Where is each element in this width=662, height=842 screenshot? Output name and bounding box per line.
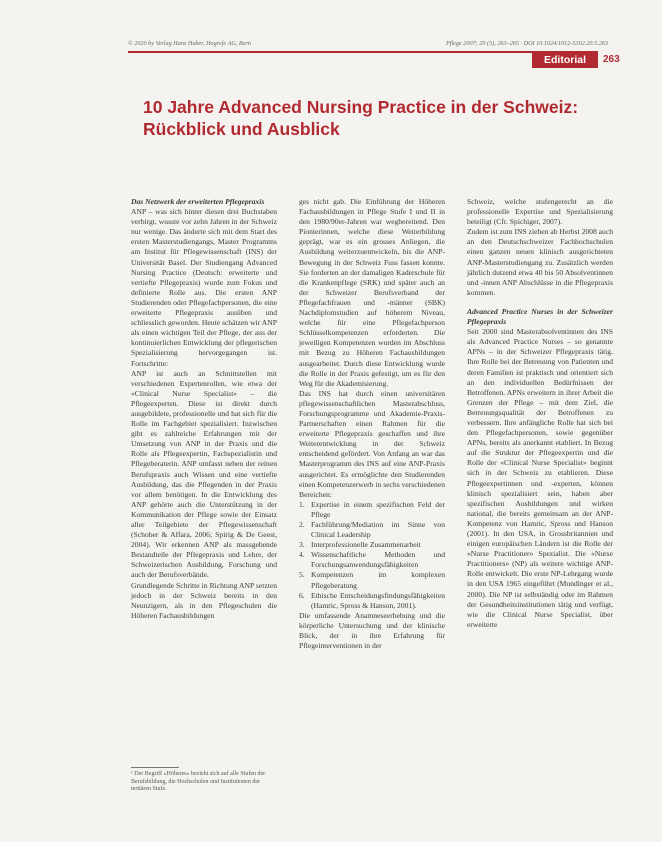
list-item [299,540,445,550]
running-head [128,40,608,47]
body-paragraph: Grundlegende Schritte in Richtung ANP setzten jedoch in der Schweiz bereits in den Neunzigern, als in den Pflegeschulen die Höheren Fachausbildungen [131,580,277,620]
body-paragraph: Die umfassende Anamneseerhebung und die körperliche Untersuchung und der klinische Blick, der in ihre Erfahrung für Pflegeinterventionen in der [299,610,445,651]
text-column-1 [131,197,277,621]
list-item-number: 3. [299,540,305,550]
text-column-2 [299,197,445,651]
section-rule [128,51,532,53]
list-item [299,520,445,540]
article-title: 10 Jahre Advanced Nursing Practice in der Schweiz: Rückblick und Ausblick [143,97,579,139]
list-item-text: Kompetenzen im komplexen Pflegeberatung [311,570,445,590]
footnote-rule [131,767,179,768]
list-item-text: Interprofessionelle Zusammenarbeit [311,540,421,550]
body-paragraph: ANP ist auch an Schnittstellen mit verschiedenen Expertenrollen, wie etwa der «Clinical Nurse Specialist» – die Pflegeexperten. Diese ist direkt durch ausgebildete, professionelle und hat sich für die Rolle im Fachgebiet spezialisiert. Inzwischen gibt es zahlreiche Erfahrungen mit der Umsetzung von ANP in der Praxis und die Rolle als Pflegeexpertin, Fachspezialistin und Pflegeberaterin. ANP umfasst neben der reinen Berufspraxis auch Wissen und eine vertiefte Ausbildung, das die Pflegenden in der Praxis vor allem benötigen. In die Entwicklung des ANP gehörte auch die Unterstützung in der Kommunikation der Pflege sowie der Einsatz aller Teilgebiete der Pflegewissenschaft (Schober & Affara, 2006; Spirig & De Geest, 2004). Wir erkennen ANP als massgebende Bestandteile der Pflegepraxis und Lehre, der Schweizerischen Ausbildung, Forschung und auch der Berufsverbände. [131,368,277,580]
text-column-3 [467,197,613,630]
list-item-number: 2. [299,520,305,529]
list-item [299,591,445,611]
page-number: 263 [603,54,620,65]
body-paragraph: Seit 2000 sind Masterabsolventinnen des INS als Advanced Practice Nurses – so genannte APNs – in der Schweizer Pflegepraxis tätig. Ihre Rolle bei der Betreuung von Patienten und deren Familien ist praktisch und orientiert sich an den individuellen Bedürfnissen der Betroffenen. APNs erweitern in ihrer Arbeit die Grenzen der Pflege – mit dem Ziel, die Betreuungsqualität der Betroffenen zu verbessern. Ihre anfängliche Rolle hat sich bei den Pflegefachpersonen, sowie gegenüber APNs, bereits als anerkannt etabliert. In Bezug auf die Struktur der Pflegeexpertin und die Rolle der «Clinical Nurse Specialist» beginnt sich in der Schweiz zu etablieren. Diese Pflegeexpertinnen und -experten, können klinisch spezialisiert sein, haben aber spezifischen Ausbildungen und wirken national, die bereits gemeinsam an der ANP-Kompetenz von Hamric, Spross und Hanson (2001). In den USA, in Grossbritannien und einigen europäischen Ländern ist die Rolle der «Nurse Practitioner» Spezialist. Die «Nurse Practitioners» (NP) als weitere wichtige ANP-Rolle entwickelt. Die erste NP-Lehrgang wurde in den USA 1965 eingeführt (Mundinger et al., 2000). Die NP ist selbständig oder im Rahmen der Gesundheitsinstitutionen tätig und verfügt, wie die Clinical Nurse Specialist, über erweiterte [467,327,613,629]
body-paragraph: Zudem ist zum INS ziehen ab Herbst 2008 auch an den Deutschschweizer Fachhochschulen einen ganzen neuen klinisch ausgerichteten ANP-Masterstudiengang zu. Zusätzlich werden jährlich dutzend etwa 40 bis 50 Absolventinnen und -innen ANP Abschlüsse in die Pflegepraxis kommen. [467,227,613,297]
list-item-text: Expertise in einem spezifischen Feld der Pflege [311,499,445,519]
list-item-text: Wissenschaftliche Methoden und Forschungsanwendungsfähigkeiten [311,550,445,570]
section-label: Editorial [532,51,598,68]
list-item [299,570,445,590]
list-item-number: 6. [299,590,305,600]
footnote: ¹ Der Begriff «Höheres» bezieht sich auf alle Stufen der Berufsbildung, die Hochschulen und Institutionen der tertiären Stufe. [131,771,266,793]
list-item-text: Ethische Entscheidungsfindungsfähigkeiten (Hamric, Spross & Hanson, 2001). [311,590,445,610]
running-head-left: © 2020 by Verlag Hans Huber, Hogrefe AG, Bern [128,40,251,47]
competence-list [299,500,445,611]
section-subhead: Advanced Practice Nurses in der Schweizer Pflegepraxis [467,306,613,327]
body-paragraph: Schweiz, welche stufengerecht an die professionelle Expertise und Spezialisierung beteiligt (Cfr. Spichiger, 2007). [467,197,613,227]
list-item-text: Fachführung/Mediation im Sinne von Clinical Leadership [311,520,445,540]
section-subhead: Das Netzwerk der erweiterten Pflegepraxis [131,197,265,206]
list-item-number: 4. [299,550,305,560]
body-paragraph: Das INS hat durch einen universitären pflegewissenschaftlichen Masterabschluss, Forschungsprogramme und Akademie-Praxis-Partnerschaften einen Rahmen für die erweiterte Pflegepraxis geschaffen und ihre Weiterentwicklung in der Schweiz entscheidend gefördert. Von Anfang an war das Masterprogramm des INS auf eine ANP-Praxis ausgerichtet. Es ermöglichte den Studierenden einen Kompetenzerwerb in sechs verschiedenen Bereichen: [299,388,445,499]
list-item [299,550,445,570]
list-item [299,500,445,520]
running-head-right: Pflege 2007; 20 (5), 263–265 · DOI 10.1024/1012-5302.20.5.263 [445,40,608,47]
list-item-number: 5. [299,570,305,580]
body-paragraph: ANP – was sich hinter diesen drei Buchstaben verbirgt, wusste vor zehn Jahren in der Schweiz nur wenige. Das änderte sich mit dem Start des ersten Masterstudiengangs, Master Programms am Institut für Pflegewissenschaft (INS) der Universität Basel. Der Studiengang Advanced Nursing Practice (Deutsch: erweiterte und vertiefte Pflegepraxis) wurde zum Fokus und definierte Rolle aus. Die ersten ANP Studierenden oder Pflegefachpersonen, die eine erweiterte Pflegepraxis ausüben und schliesslich geworden. Heute schätzen wir ANP als einen wichtigen Teil der Pflege, der aus der kontinuierlichen Entwicklung der pflegerischen Spezialisierung hervorgegangen ist. Fortschritte: [131,207,277,368]
list-item-number: 1. [299,499,305,509]
body-paragraph: ges nicht gab. Die Einführung der Höheren Fachausbildungen in Pflege Stufe I und II in den 1980/90er-Jahren war wegbereitend. Den Pionierinnen, welche diese Weiterbildung geprägt, war es ein grosses Anliegen, die Ausbildung weiterzuentwickeln, bis die ANP-Bewegung in der Schweiz Fuss fassen konnte. Sie forderten an der damaligen Kaderschule für die Krankenpflege (SRK) und später auch an der Schweizer Berufsverband der Pflegefachfrauen und -männer (SBK) Nachdiplomstudien auf höherem Niveau, welche für eine Pflegefachperson Schlüsselkompetenzen erforderten. Die jeweiligen Kompetenzen wurden im Abschluss mit Bezug zu Höheren Fachausbildungen ausgearbeitet. Durch diese Entwicklung wurde die Rolle in der Praxis gefestigt, um es für den Weg für die Akademisierung. [299,197,445,388]
